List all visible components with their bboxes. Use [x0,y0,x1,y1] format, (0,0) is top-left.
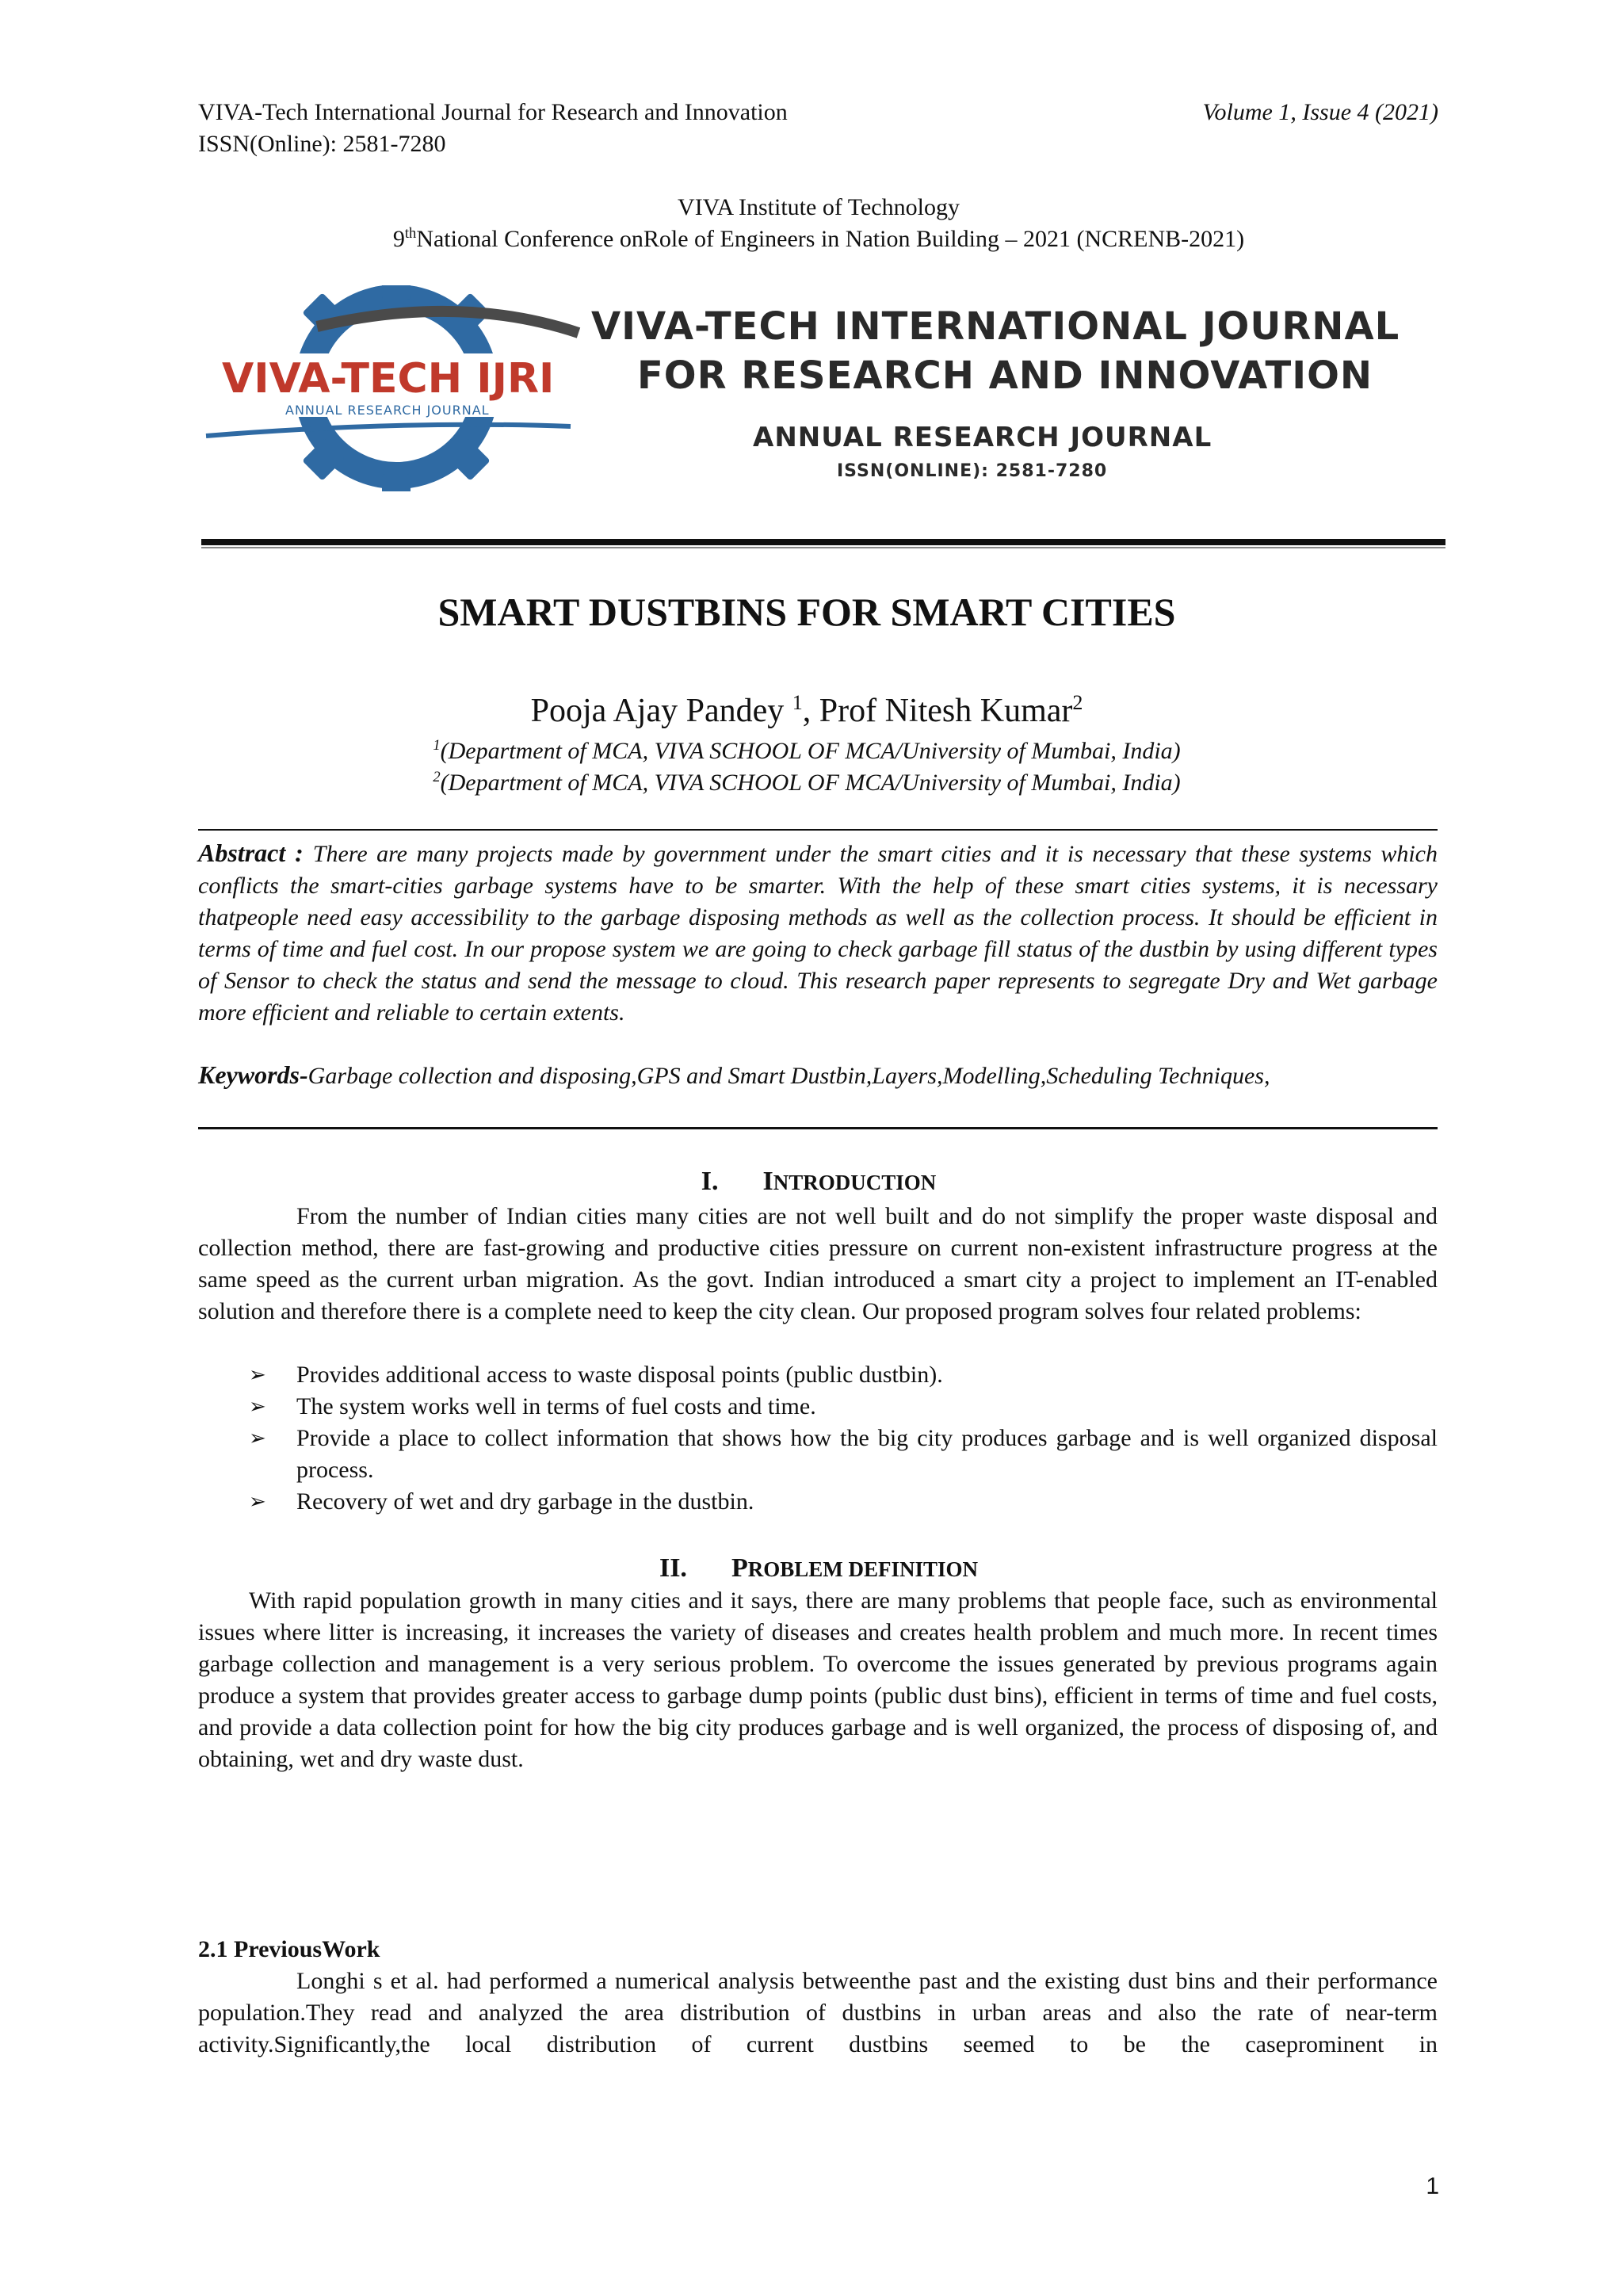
abstract-bottom-rule [198,1127,1438,1129]
affiliation-2: $^2$(Department of MCA, VIVA SCHOOL OF MCA/University of Mumbai, India) [433,769,1181,796]
authors: Pooja Ajay Pandey $^1$, Prof Nitesh Kumar$^2$ [530,691,1083,729]
subsection-2-1-heading: 2.1 PreviousWork [198,1936,380,1962]
volume-issue: Volume 1, Issue 4 (2021) [1202,99,1438,125]
section-1-heading: I. INTRODUCTION [701,1167,937,1196]
keywords-label: Keywords- [198,1060,308,1089]
arrow-bullet-icon: ➢ [249,1395,266,1418]
issn: ISSN(Online): 2581-7280 [198,131,446,157]
abstract [198,837,1438,1029]
list-item: ➢ Recovery of wet and dry garbage in the dustbin. [198,1486,1438,1518]
list-item: ➢ Provide a place to collect information that shows how the big city produces garbage and is well organized disposal process. [198,1423,1438,1486]
subsection-2-1-paragraph: Longhi s et al. had performed a numerical analysis betweenthe past and the existing dust bins and their performance population.They read and analyzed the area distribution of dustbins in urban areas and also the rate of near-term activity.Significantly,the local distribution of current dustbins seemed to be the caseprominent in [198,1968,1438,2057]
affiliation-1: $^1$(Department of MCA, VIVA SCHOOL OF MCA/University of Mumbai, India) [433,737,1181,764]
abstract-text: There are many projects made by government under the smart cities and it is necessary that these systems which conflicts the smart-cities garbage systems have to be smarter. With the help of these smart cities systems, it is necessary thatpeople need easy accessibility to the garbage disposing methods as well as the collection process. It should be efficient in terms of time and fuel cost. In our propose system we are going to check garbage fill status of the dustbin by using different types of Sensor to check the status and send the message to cloud. This research paper represents to segregate Dry and Wet garbage more efficient and reliable to certain extents. [198,841,1438,1026]
section-2-paragraph: With rapid population growth in many cities and it says, there are many problems that people face, such as environmental issues where litter is increasing, it increases the variety of diseases and creates health problem and much more. In recent times garbage collection and management is a very serious problem. To overcome the issues generated by previous programs again produce a system that provides greater access to garbage dump points (public dust bins), efficient in terms of time and fuel costs, and provide a data collection point for how the big city produces garbage and is well organized, the process of disposing of, and obtaining, wet and dry waste dust. [198,1587,1438,1772]
arrow-bullet-icon: ➢ [249,1427,266,1450]
section-1-paragraph: From the number of Indian cities many cities are not well built and do not simplify the proper waste disposal and collection method, there are fast-growing and productive cities pressure on current non-existent infrastructure progress at the same speed as the current urban migration. As the govt. Indian introduced a smart city a project to implement an IT-enabled solution and therefore there is a complete need to keep the city clean. Our proposed program solves four related problems: [198,1203,1438,1324]
conference-line: 9thNational Conference onRole of Engineers in Nation Building – 2021 (NCRENB-2021) [392,225,1245,252]
list-item: ➢ Provides additional access to waste disposal points (public dustbin). [198,1359,1438,1391]
abstract-label: Abstract : [198,839,313,867]
banner-rule-shadow [201,547,1445,548]
journal-name: VIVA-Tech International Journal for Research and Innovation [198,99,788,125]
section-2-heading: II. PROBLEM DEFINITION [659,1553,979,1583]
arrow-bullet-icon: ➢ [249,1490,266,1513]
journal-logo-banner [198,285,1442,491]
banner-rule [201,539,1445,545]
page-number: 1 [1426,2173,1439,2199]
abstract-top-rule [198,829,1438,831]
institute: VIVA Institute of Technology [678,194,960,220]
paper-title: SMART DUSTBINS FOR SMART CITIES [437,590,1176,634]
banner-line-4: ISSN(ONLINE): 2581-7280 [837,461,1108,481]
arrow-bullet-icon: ➢ [249,1363,266,1386]
brand-subtitle: ANNUAL RESEARCH JOURNAL [285,403,490,418]
keywords-text: Garbage collection and disposing,GPS and Smart Dustbin,Layers,Modelling,Scheduling Techniques, [307,1063,1270,1089]
brand-name: VIVA-TECH IJRI [222,355,555,403]
list-item: ➢ The system works well in terms of fuel costs and time. [198,1391,1438,1423]
banner-line-2: FOR RESEARCH AND INNOVATION [637,353,1373,398]
banner-line-1: VIVA-TECH INTERNATIONAL JOURNAL [591,304,1400,349]
keywords [198,1059,1308,1092]
section-1-bullet-list [198,1359,1438,1518]
banner-line-3: ANNUAL RESEARCH JOURNAL [753,422,1212,453]
